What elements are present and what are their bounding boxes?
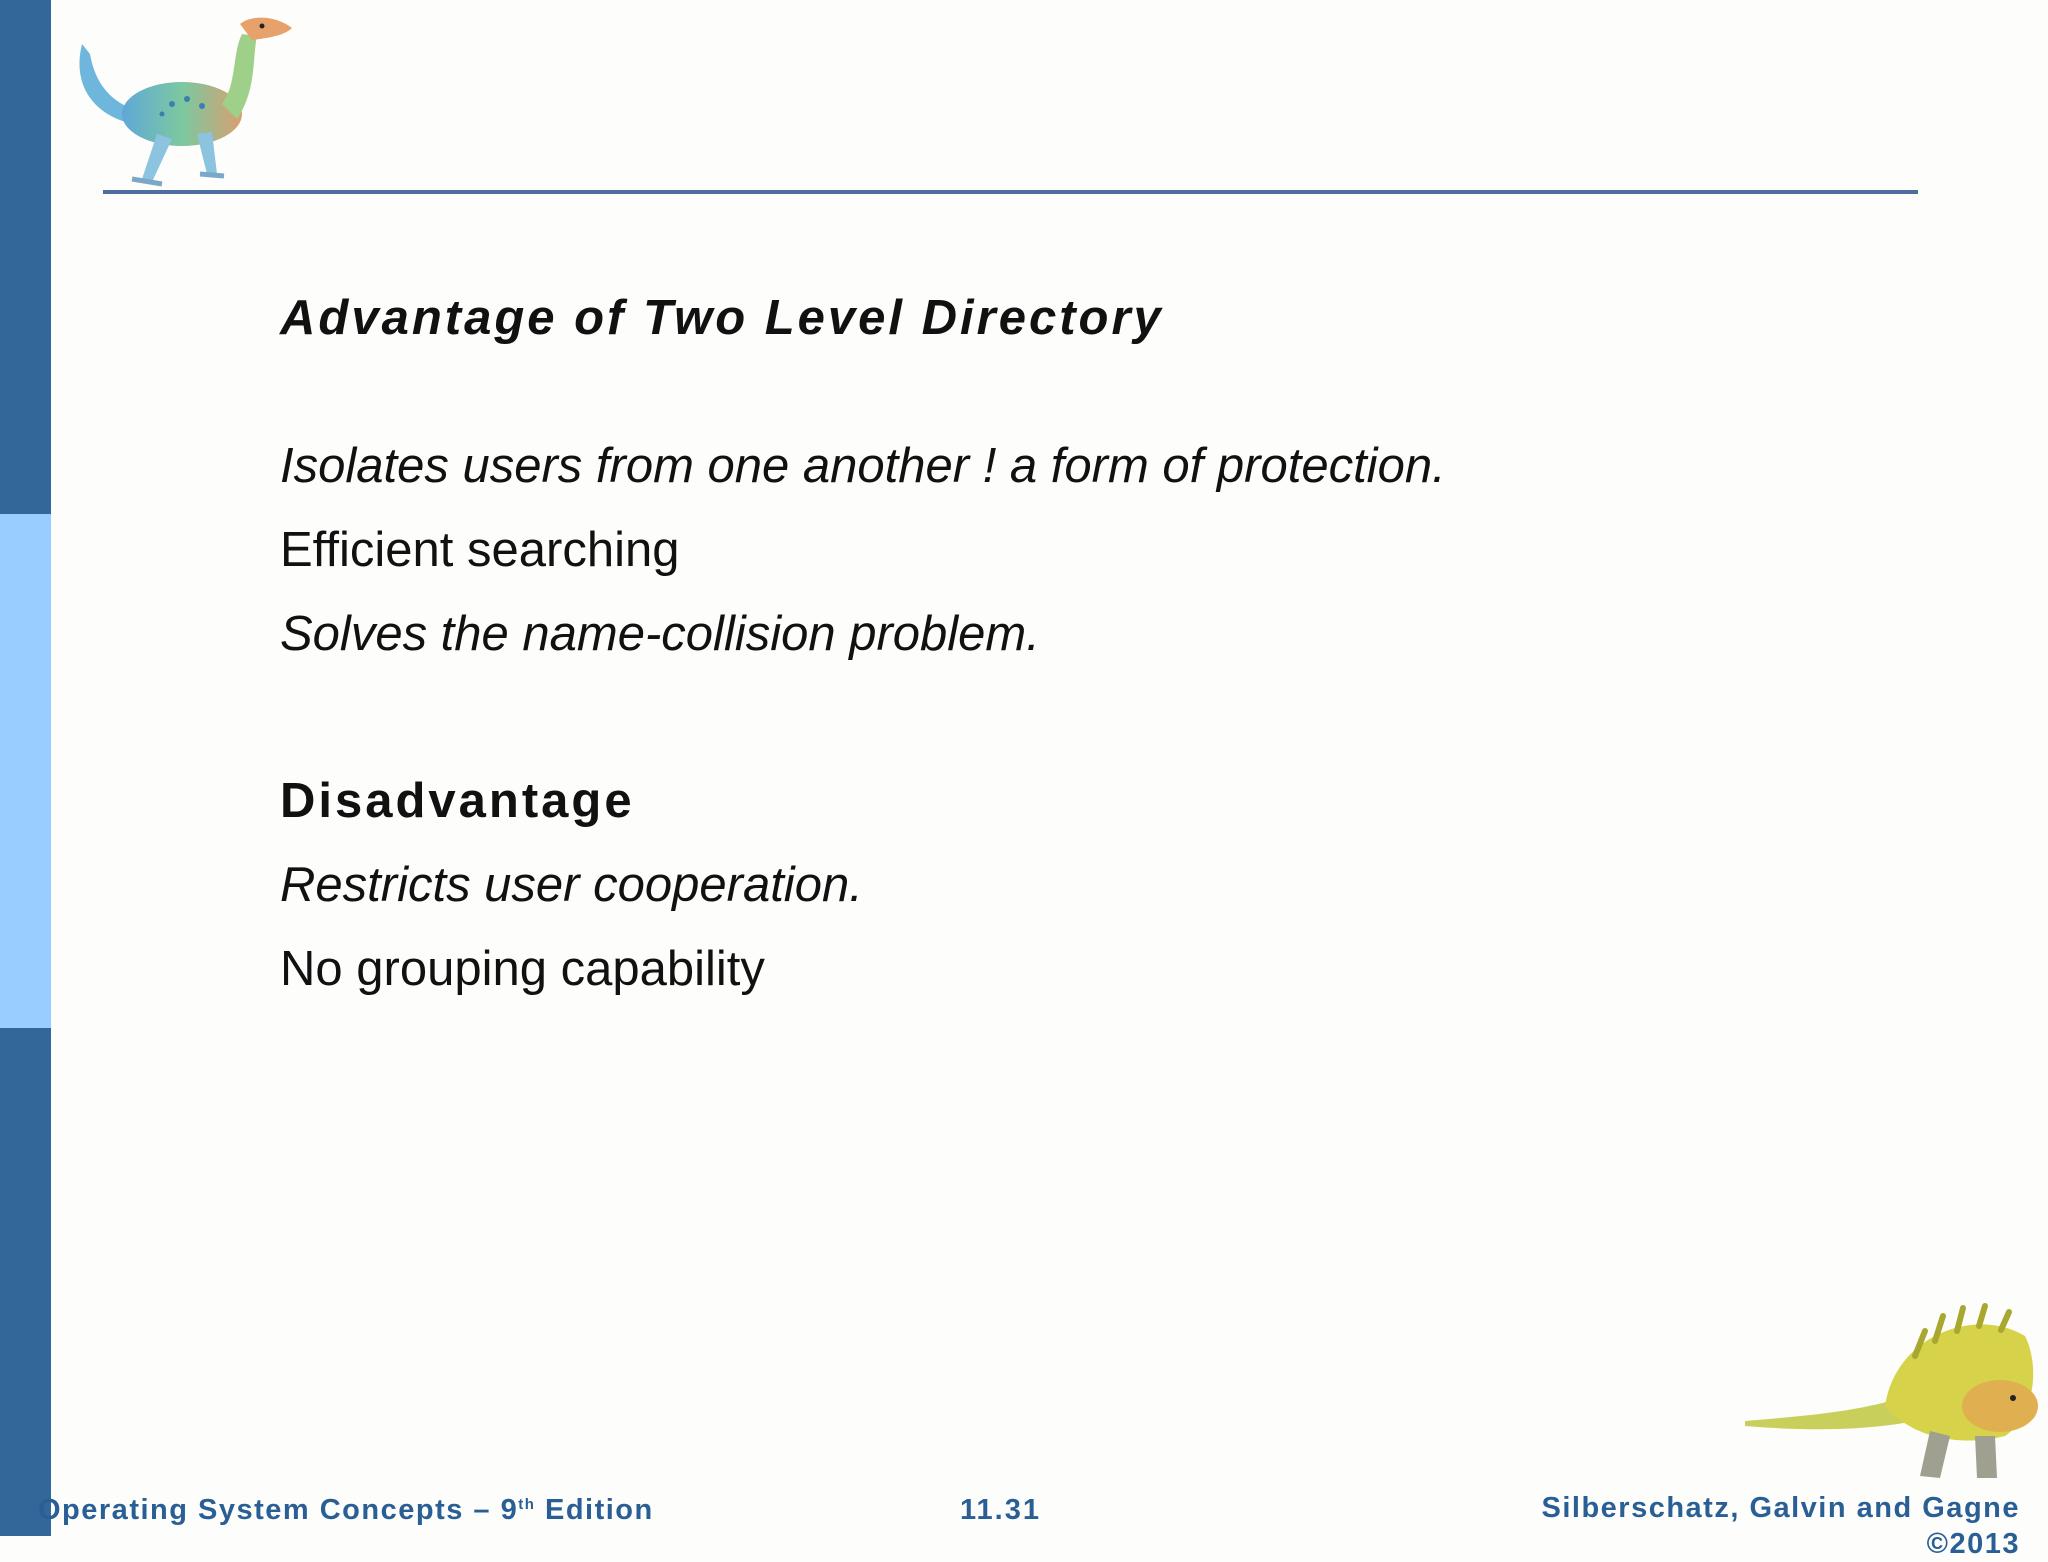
dinosaur-bottom-icon bbox=[1745, 1296, 2045, 1486]
disadvantage-item: No grouping capability bbox=[280, 942, 765, 996]
footer-copyright: ©2013 bbox=[1926, 1528, 2020, 1560]
header-divider bbox=[103, 190, 1918, 194]
footer-page-number: 11.31 bbox=[960, 1494, 1041, 1526]
dinosaur-top-icon bbox=[72, 14, 322, 194]
disadvantage-heading: Disadvantage bbox=[280, 774, 635, 828]
footer-authors-block bbox=[1500, 1490, 2020, 1562]
advantage-item: Solves the name-collision problem. bbox=[280, 607, 1040, 661]
footer-authors: Silberschatz, Galvin and Gagne bbox=[1541, 1492, 2020, 1524]
disadvantage-item: Restricts user cooperation. bbox=[280, 858, 863, 912]
footer-book-suffix: Edition bbox=[535, 1494, 654, 1526]
advantage-heading: Advantage of Two Level Directory bbox=[280, 291, 1164, 345]
advantage-item: Isolates users from one another ! a form of protection. bbox=[280, 439, 1446, 493]
advantage-item: Efficient searching bbox=[280, 523, 680, 577]
footer-book-prefix: Operating System Concepts – 9 bbox=[38, 1494, 519, 1526]
footer-book-sup: th bbox=[518, 1496, 536, 1513]
footer-book-title bbox=[38, 1494, 654, 1527]
side-bar-highlight bbox=[0, 514, 51, 1028]
